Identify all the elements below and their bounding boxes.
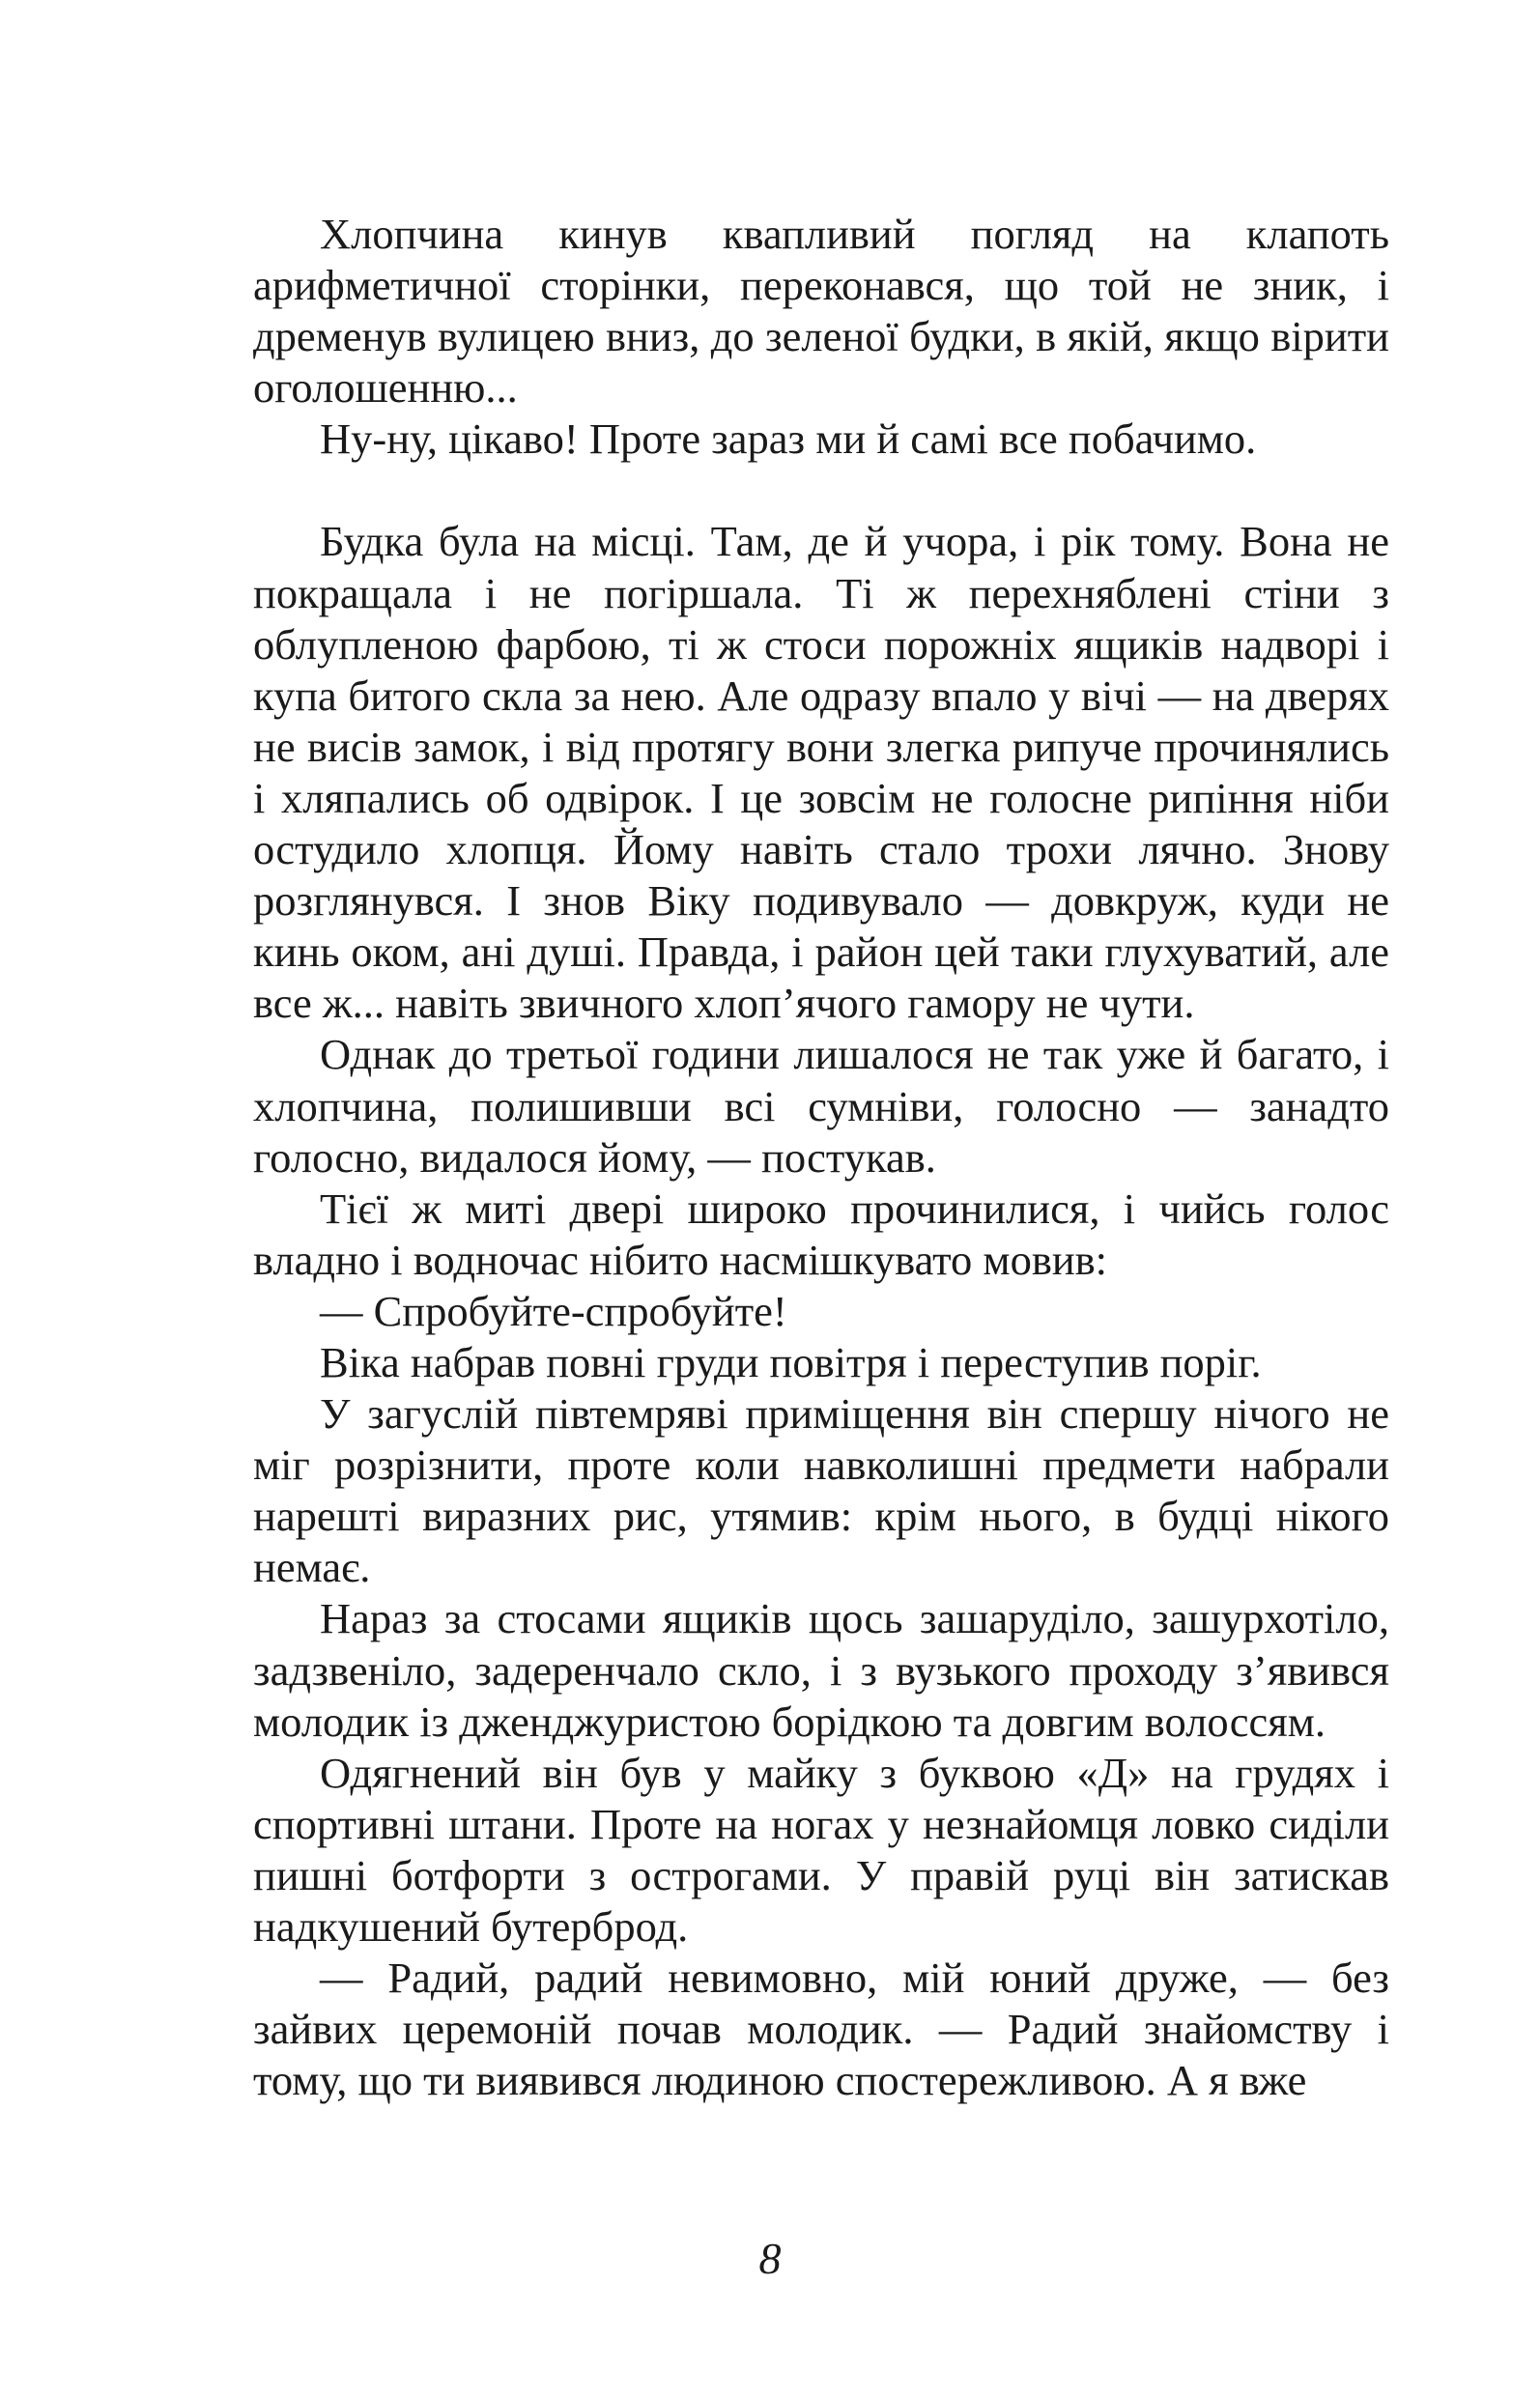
paragraph: Будка була на місці. Там, де й учора, і рік тому. Вона не покращала і не погіршала. Ті ж перехняблені стіни з облупленою фарбою, ті ж стоси порожніх ящиків надворі і купа битого скла за нею. Але одразу впало у вічі — на дверях не висів замок, і від протягу вони злегка рипуче прочинялись і хляпались об одвірок. І це зовсім не голосне рипіння ніби остудило хлопця. Йому навіть стало трохи лячно. Знову розглянувся. І знов Віку подивувало — довкруж, куди не кинь оком, ані душі. Правда, і район цей таки глухуватий, але все ж... навіть звичного хлоп’ячого гамору не чути. xyxy=(253,517,1389,1028)
paragraph: Тієї ж миті двері широко прочинилися, і чийсь голос владно і водночас нібито насмішкувато мовив: xyxy=(253,1184,1389,1284)
paragraph: У загуслій півтемряві приміщення він спершу нічого не міг розрізнити, проте коли навколишні предмети набрали нарешті виразних рис, утямив: крім нього, в будці нікого немає. xyxy=(253,1389,1389,1592)
paragraph: Хлопчина кинув квапливий погляд на клапоть арифметичної сторінки, переконався, що той не зник, і дременув вулицею вниз, до зеленої будки, в якій, якщо вірити оголошенню... xyxy=(253,210,1389,413)
paragraph: Однак до третьої години лишалося не так уже й багато, і хлопчина, полишивши всі сумніви, голосно — занадто голосно, видалося йому, — постукав. xyxy=(253,1030,1389,1182)
paragraph: — Радий, радий невимовно, мій юний друже, — без зайвих церемоній почав молодик. — Радий знайомству і тому, що ти виявився людиною спостережливою. А я вже xyxy=(253,1954,1389,2105)
page-text xyxy=(253,209,1389,2106)
paragraph: Одягнений він був у майку з буквою «Д» на грудях і спортивні штани. Проте на ногах у незнайомця ловко сиділи пишні ботфорти з острогами. У правій руці він затискав надкушений бутерброд. xyxy=(253,1748,1389,1951)
page-number: 8 xyxy=(758,2234,782,2283)
paragraph: Нараз за стосами ящиків щось зашаруділо, зашурхотіло, задзвеніло, задеренчало скло, і з вузького проходу з’явився молодик із дженджуристою борідкою та довгим волоссям. xyxy=(253,1594,1389,1746)
paragraph: Ну-ну, цікаво! Проте зараз ми й самі все побачимо. xyxy=(320,414,1257,464)
paragraph: — Спробуйте-спробуйте! xyxy=(320,1286,787,1335)
paragraph: Віка набрав повні груди повітря і переступив поріг. xyxy=(320,1337,1262,1386)
